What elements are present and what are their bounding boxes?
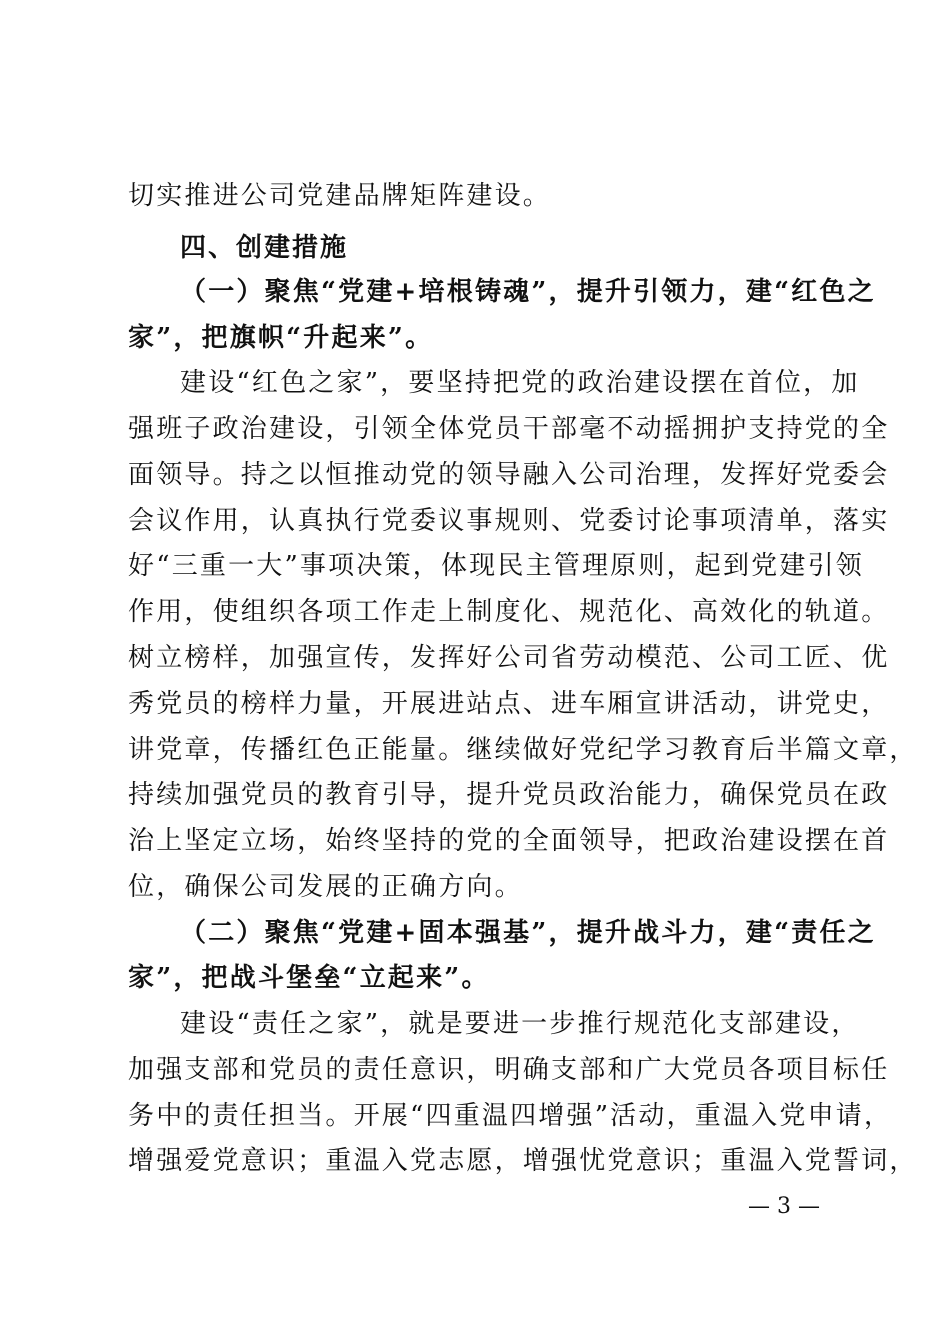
paragraph-line: 增强爱党意识；重温入党志愿，增强忧党意识；重温入党誓词，	[128, 1146, 918, 1176]
paragraph-line: 建设“红色之家”，要坚持把党的政治建设摆在首位，加	[180, 368, 860, 398]
paragraph-line: 切实推进公司党建品牌矩阵建设。	[128, 181, 552, 211]
paragraph-line: 加强支部和党员的责任意识，明确支部和广大党员各项目标任	[128, 1055, 890, 1085]
section-heading: 四、创建措施	[180, 233, 349, 263]
paragraph-line: 树立榜样，加强宣传，发挥好公司省劳动模范、公司工匠、优	[128, 643, 890, 673]
paragraph-line: 作用，使组织各项工作走上制度化、规范化、高效化的轨道。	[128, 597, 890, 627]
paragraph-line: 讲党章，传播红色正能量。继续做好党纪学习教育后半篇文章，	[128, 735, 918, 765]
page-number: — 3 —	[748, 1194, 820, 1219]
paragraph-line: 会议作用，认真执行党委议事规则、党委讨论事项清单，落实	[128, 506, 890, 536]
paragraph-line: 位，确保公司发展的正确方向。	[128, 872, 523, 902]
paragraph-line: 治上坚定立场，始终坚持的党的全面领导，把政治建设摆在首	[128, 826, 890, 856]
subheading-line: 家”，把战斗堡垒“立起来”。	[128, 963, 490, 993]
paragraph-line: 好“三重一大”事项决策，体现民主管理原则，起到党建引领	[128, 551, 864, 581]
paragraph-line: 建设“责任之家”，就是要进一步推行规范化支部建设，	[180, 1009, 860, 1039]
paragraph-line: 务中的责任担当。开展“四重温四增强”活动，重温入党申请，	[128, 1101, 893, 1131]
subheading-line: （一）聚焦“党建+培根铸魂”，提升引领力，建“红色之	[180, 277, 876, 307]
paragraph-line: 秀党员的榜样力量，开展进站点、进车厢宣讲活动，讲党史，	[128, 689, 890, 719]
paragraph-line: 持续加强党员的教育引导，提升党员政治能力，确保党员在政	[128, 780, 890, 810]
paragraph-line: 强班子政治建设，引领全体党员干部毫不动摇拥护支持党的全	[128, 414, 890, 444]
subheading-line: （二）聚焦“党建+固本强基”，提升战斗力，建“责任之	[180, 918, 876, 948]
subheading-line: 家”，把旗帜“升起来”。	[128, 323, 434, 353]
paragraph-line: 面领导。持之以恒推动党的领导融入公司治理，发挥好党委会	[128, 460, 890, 490]
